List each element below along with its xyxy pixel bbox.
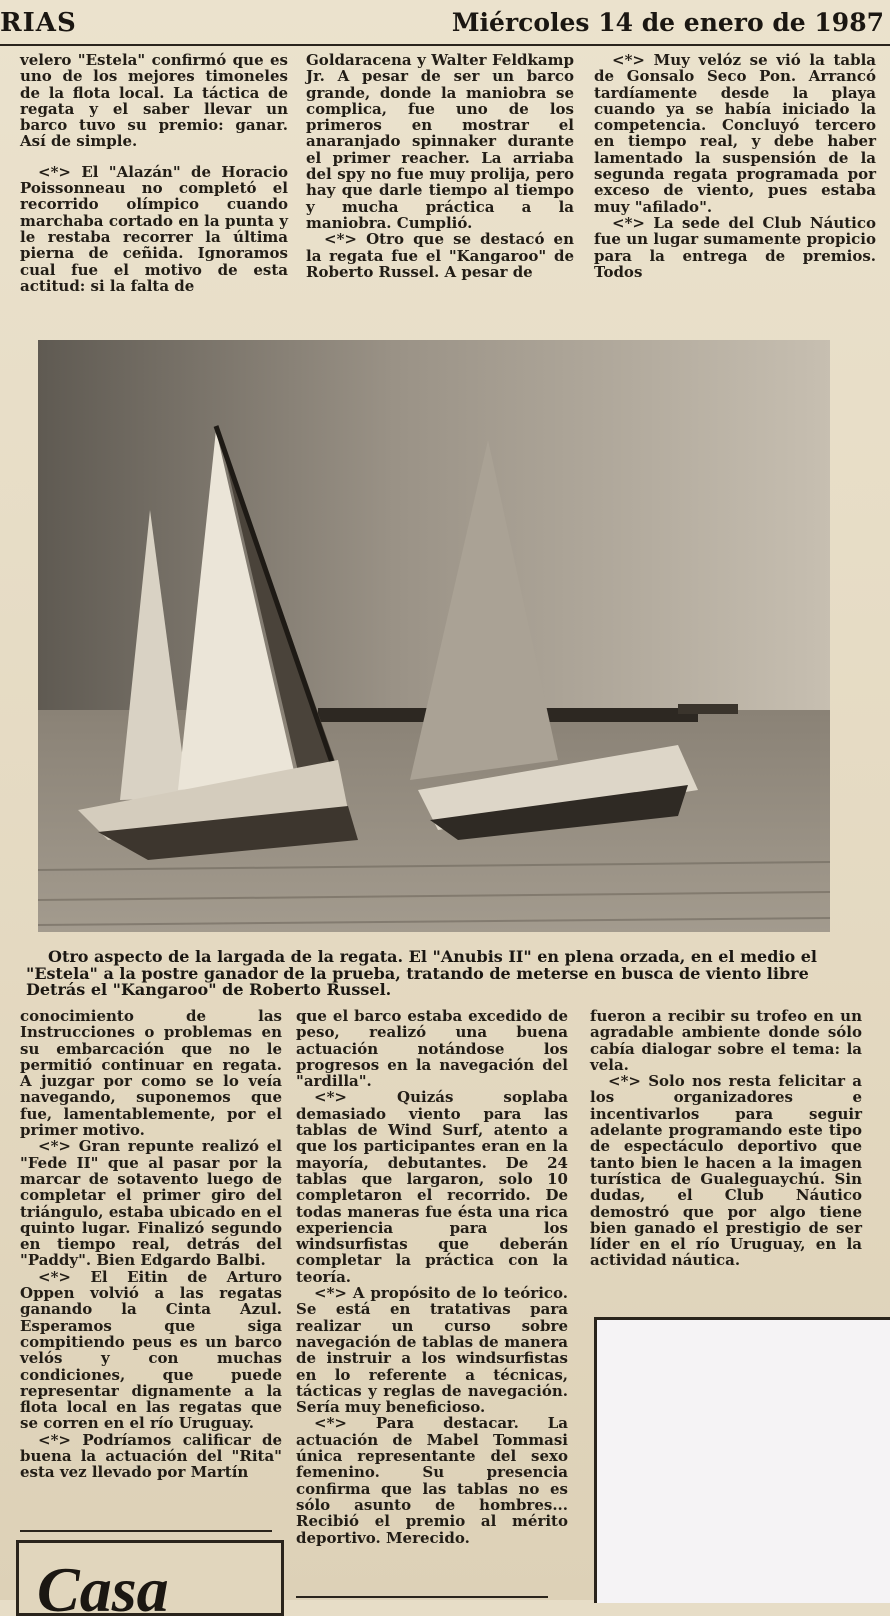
paragraph: <*> Gran repunte realizó el "Fede II" que al pasar por la marcar de sotavento luego de completar el primer giro del triángulo, estaba ubicado en el quinto lugar. Finalizó segundo en tiempo real, detrás del "Paddy". Bien Edgardo Balbi. [20,1137,282,1270]
caption-line: Otro aspecto de la largada de la regata. El "Anubis II" en plena orzada, en el medio el [48,947,817,966]
paragraph: <*> La sede del Club Náutico fue un lugar sumamente propicio para la entrega de premios. Todos [594,213,876,281]
column-rule [20,1530,272,1532]
header-rule [0,44,890,46]
top-column-3 [594,52,876,280]
bottom-column-2 [296,1008,568,1546]
bottom-column-1 [20,1008,282,1481]
paragraph: que el barco estaba excedido de peso, realizó una buena actuación notándose los progresos en la navegación del "ardilla". [296,1007,568,1091]
issue-date: Miércoles 14 de enero de 1987 [451,8,884,37]
bottom-column-3 [590,1008,862,1269]
section-title: RIAS [0,8,77,38]
paragraph: <*> El "Alazán" de Horacio Poissonneau no completó el recorrido olímpico cuando marchaba cortado en la punta y le restaba recorrer la última pierna de ceñida. Ignoramos cual fue el motivo de esta actitud: si la falta de [20,162,288,295]
paragraph: <*> A propósito de lo teórico. Se está en tratativas para realizar un curso sobre navegación de tablas de manera de instruir a los windsurfistas en lo referente a técnicas, tácticas y reglas de navegación. Sería muy beneficioso. [296,1284,568,1417]
regatta-photo [38,340,830,932]
paragraph: fueron a recibir su trofeo en un agradable ambiente donde sólo cabía dialogar sobre el tema: la vela. [590,1007,862,1074]
paragraph: <*> Podríamos calificar de buena la actuación del "Rita" esta vez llevado por Martín [20,1430,282,1482]
caption-line: "Estela" a la postre ganador de la prueba, tratando de meterse en busca de viento libre [26,963,809,983]
photo-caption [26,949,872,999]
paragraph: <*> El Eitin de Arturo Oppen volvió a las regatas ganando la Cinta Azul. Esperamos que siga compitiendo peus es un barco velós y con muchas condiciones, que puede representar dignamente a la flota local en las regatas que se corren en el río Uruguay. [20,1267,282,1433]
paragraph: <*> Muy velóz se vió la tabla de Gonsalo Seco Pon. Arrancó tardíamente desde la playa cuando ya se había iniciado la competencia. Concluyó tercero en tiempo real, y debe haber lamentado la suspensión de la segunda regata programada por exceso de viento, pues estaba muy "afilado". [594,51,876,216]
top-column-1 [20,52,288,294]
advertisement-box [16,1540,284,1616]
paragraph: <*> Otro que se destacó en la regata fue el "Kangaroo" de Roberto Russel. A pesar de [306,230,574,281]
paragraph: Goldaracena y Walter Feldkamp Jr. A pesar de ser un barco grande, donde la maniobra se complica, fue uno de los primeros en mostrar el anaranjado spinnaker durante el primer reacher. La arriaba del spy no fue muy prolija, pero hay que darle tiempo al tiempo y mucha práctica a la maniobra. Cumplió. [306,51,574,232]
sailboats-illustration [38,340,830,932]
paragraph: conocimiento de las Instrucciones o problemas en su embarcación que no le permitió continuar en regata. A juzgar por como se lo veía navegando, suponemos que fue, lamentablemente, por el primer motivo. [20,1007,282,1140]
paragraph: <*> Para destacar. La actuación de Mabel Tommasi única representante del sexo femenino. Su presencia confirma que las tablas no es sólo asunto de hombres... Recibió el premio al mérito deportivo. Merecido. [296,1414,568,1547]
paragraph: <*> Solo nos resta felicitar a los organizadores e incentivarlos para seguir adelante programando este tipo de espectáculo deportivo que tanto bien le hacen a la imagen turística de Gualeguaychú. Sin dudas, el Club Náutico demostró que por algo tiene bien ganado el prestigio de ser líder en el río Uruguay, en la actividad náutica. [590,1072,862,1270]
top-column-2 [306,52,574,280]
advertisement-text: Casa [37,1554,169,1616]
blank-panel [594,1317,890,1603]
caption-line: Detrás el "Kangaroo" de Roberto Russel. [26,980,392,999]
column-rule [296,1596,548,1598]
paragraph: <*> Quizás soplaba demasiado viento para las tablas de Wind Surf, atento a que los participantes eran en la mayoría, debutantes. De 24 tablas que largaron, solo 10 completaron el recorrido. De todas maneras fue ésta una rica experiencia para los windsurfistas que deberán completar la práctica con la teoría. [296,1088,568,1286]
paragraph: velero "Estela" confirmó que es uno de los mejores timoneles de la flota local. La táctica de regata y el saber llevar un barco tuvo su premio: ganar. Así de simple. [20,51,288,151]
